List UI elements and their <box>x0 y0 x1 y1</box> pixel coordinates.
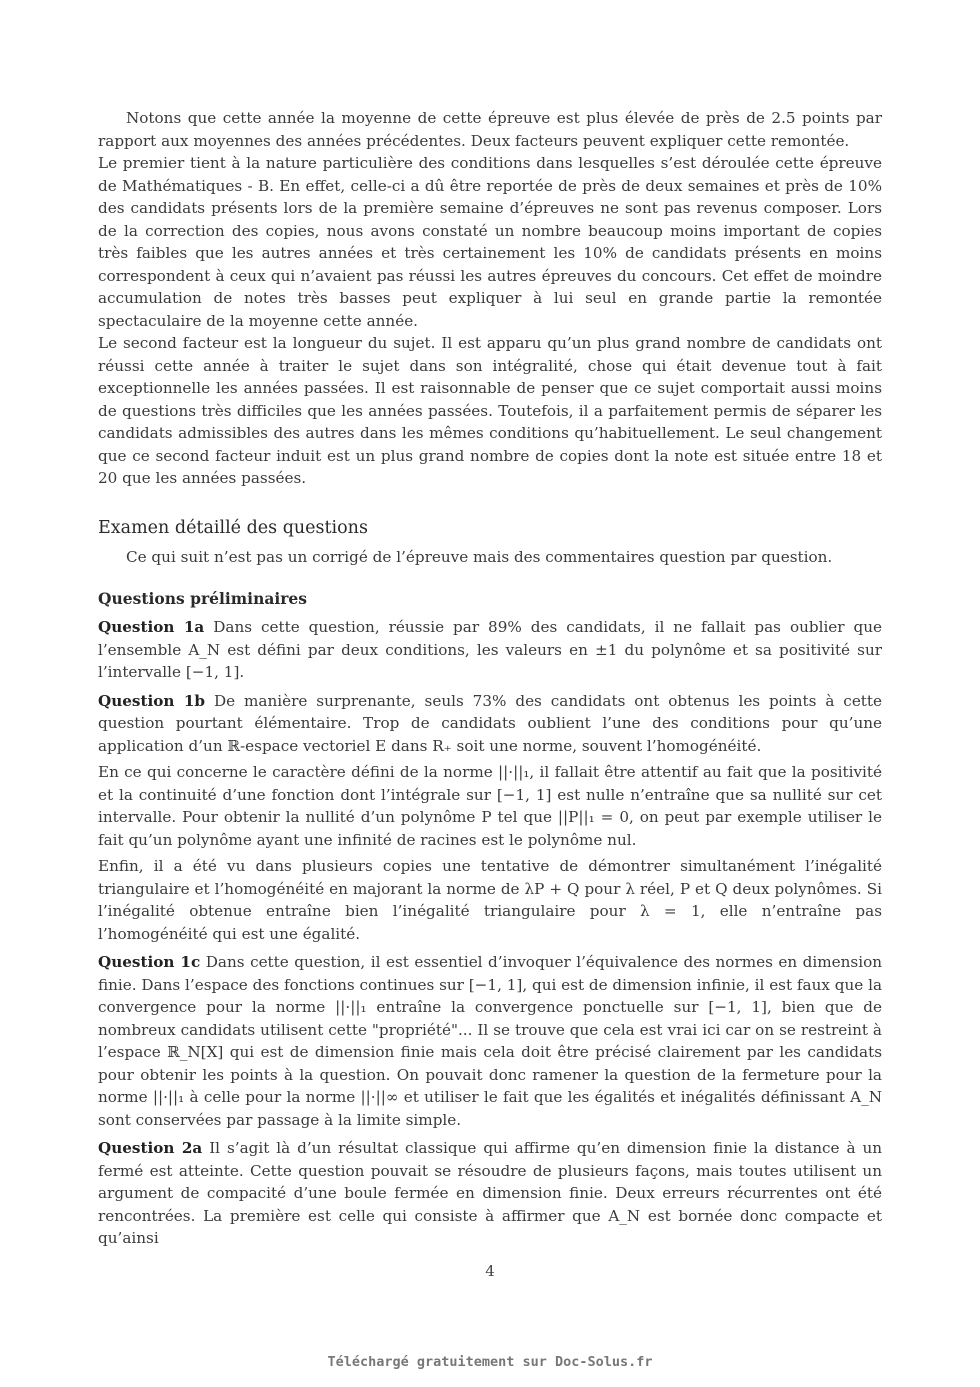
page-number: 4 <box>485 1262 495 1280</box>
intro-paragraph-2: Le premier tient à la nature particulière des conditions dans lesquelles s’est déroulée cette épreuve de Mathématiques - B. En effet, celle-ci a dû être reportée de près de deux semaines et près de 10% des candidats présents lors de la première semaine d’épreuves ne sont pas revenus composer. Lors de la correction des copies, nous avons constaté un nombre beaucoup moins important de copies très faibles que les autres années et très certainement les 10% de candidats présents en moins correspondent à ceux qui n’avaient pas réussi les autres épreuves du concours. Cet effet de moindre accumulation de notes très basses peut expliquer à lui seul en grande partie la remontée spectaculaire de la moyenne cette année. <box>98 154 882 330</box>
intro-paragraph-3: Le second facteur est la longueur du sujet. Il est apparu qu’un plus grand nombre de candidats ont réussi cette année à traiter le sujet dans son intégralité, chose qui était devenue tout à fait exceptionnelle les années passées. Il est raisonnable de penser que ce sujet comportait aussi moins de questions très difficiles que les années passées. Toutefois, il a parfaitement permis de séparer les candidats admissibles des autres dans les mêmes conditions qu’habituellement. Le seul changement que ce second facteur induit est un plus grand nombre de copies dont la note est située entre 18 et 20 que les années passées. <box>98 334 882 487</box>
question-2a <box>98 1137 882 1250</box>
question-label: Question 2a <box>98 1139 203 1157</box>
footer-download-notice: Téléchargé gratuitement sur Doc-Solus.fr <box>327 1354 653 1370</box>
question-label: Question 1a <box>98 618 205 636</box>
question-1b <box>98 690 882 946</box>
question-label: Question 1b <box>98 691 206 710</box>
question-text: De manière surprenante, seuls 73% des candidats ont obtenus les points à cette question pourtant élémentaire. Trop de candidats oublient l’une des conditions pour qu’une application d’un ℝ-espace vectoriel E dans R₊ soit une norme, souvent l’homogénéité. <box>98 691 883 755</box>
question-paragraph: Enfin, il a été vu dans plusieurs copies une tentative de démontrer simultanément l’inégalité triangulaire et l’homogénéité en majorant la norme de λP + Q pour λ réel, P et Q deux polynômes. Si l’inégalité obtenue entraîne bien l’inégalité triangulaire pour λ = 1, elle n’entraîne pas l’homogénéité qui est une égalité. <box>98 857 882 943</box>
subsection-title: Questions préliminaires <box>98 589 308 608</box>
question-text: Dans cette question, réussie par 89% des candidats, il ne fallait pas oublier que l’ensemble A_N est défini par deux conditions, les valeurs en ±1 du polynôme et sa positivité sur l’intervalle [−1, 1]. <box>98 618 883 681</box>
question-label: Question 1c <box>98 953 201 971</box>
section-intro: Ce qui suit n’est pas un corrigé de l’épreuve mais des commentaires question par question. <box>126 547 833 566</box>
question-text: Il s’agit là d’un résultat classique qui affirme qu’en dimension finie la distance à un fermé est atteinte. Cette question pouvait se résoudre de plusieurs façons, mais toutes utilisent un argument de compacité d’une boule fermée en dimension finie. Deux erreurs récurrentes ont été rencontrées. La première est celle qui consiste à affirmer que A_N est bornée donc compacte et qu’ainsi <box>98 1139 883 1247</box>
question-1a <box>98 616 882 684</box>
question-1c <box>98 951 882 1131</box>
document-body <box>98 107 882 1250</box>
question-paragraph: En ce qui concerne le caractère défini de la norme ||·||₁, il fallait être attentif au fait que la positivité et la continuité d’une fonction dont l’intégrale sur [−1, 1] est nulle n’entraîne que sa nullité sur cet intervalle. Pour obtenir la nullité d’un polynôme P tel que ||P||₁ = 0, on peut par exemple utiliser le fait qu’un polynôme ayant une infinité de racines est le polynôme nul. <box>98 763 882 849</box>
intro-paragraph-1: Notons que cette année la moyenne de cette épreuve est plus élevée de près de 2.5 points par rapport aux moyennes des années précédentes. Deux facteurs peuvent expliquer cette remontée. <box>98 109 882 150</box>
section-title: Examen détaillé des questions <box>98 517 368 538</box>
question-text: Dans cette question, il est essentiel d’invoquer l’équivalence des normes en dimension finie. Dans l’espace des fonctions continues sur [−1, 1], qui est de dimension infinie, il est faux que la convergence pour la norme ||·||₁ entraîne la convergence ponctuelle sur [−1, 1], bien que de nombreux candidats utilisent cette "propriété"... Il se trouve que cela est vrai ici car on se restreint à l’espace ℝ_N[X] qui est de dimension finie mais cela doit être précisé clairement par les candidats pour obtenir les points à la question. On pouvait donc ramener la question de la fermeture pour la norme ||·||₁ à celle pour la norme ||·||∞ et utiliser le fait que les égalités et inégalités définissant A_N sont conservées par passage à la limite simple. <box>98 953 883 1129</box>
